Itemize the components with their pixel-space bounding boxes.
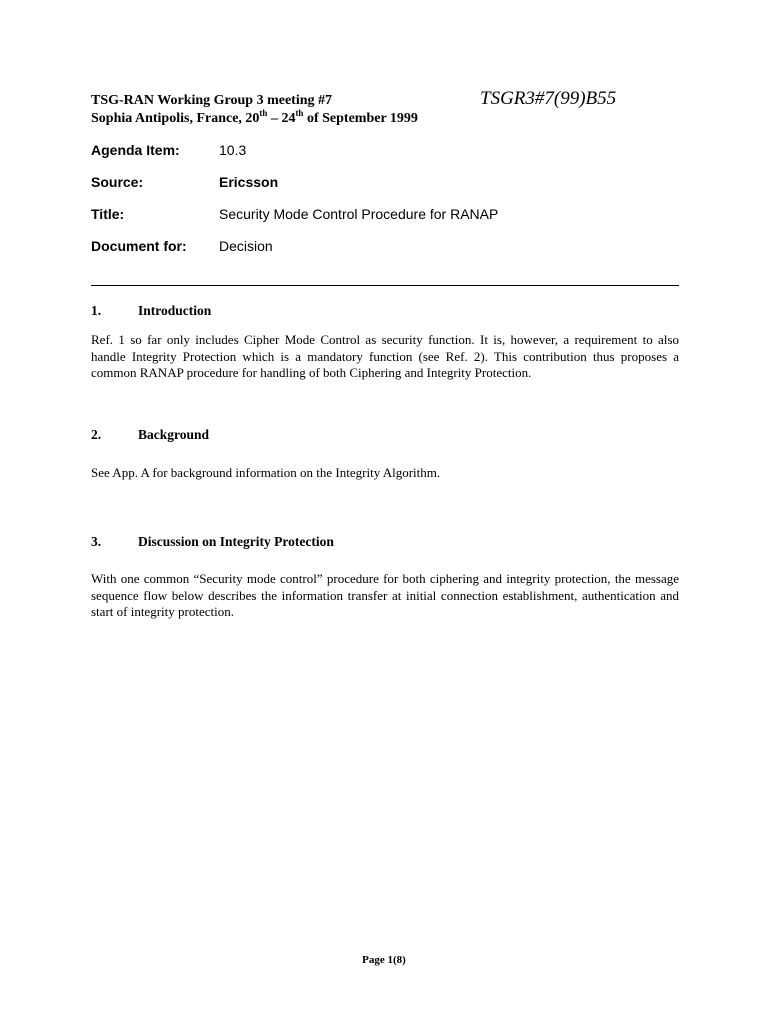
section-paragraph: See App. A for background information on the Integrity Algorithm. [91,465,441,480]
document-for-label: Document for: [91,238,187,254]
section-number: 1. [91,303,102,318]
source-value: Ericsson [219,174,279,190]
section-paragraph: Ref. 1 so far only includes Cipher Mode Control as security function. It is, however, a requirement to also handle Integrity Protection which is a mandatory function (see Ref. 2). This contribution thus proposes a common RANAP procedure for handling of both Ciphering and Integrity Protection. [91,332,679,380]
agenda-item-label: Agenda Item: [91,142,180,158]
section-title: Background [138,427,210,442]
section-paragraph: With one common “Security mode control” procedure for both ciphering and integrity protection, the message sequence flow below describes the information transfer at initial connection establishment, authentication and start of integrity protection. [91,571,679,619]
page-number: Page 1(8) [362,954,406,966]
section-number: 2. [91,427,102,442]
title-label: Title: [91,206,125,222]
document-id: TSGR3#7(99)B55 [480,88,617,109]
document-for-value: Decision [219,238,273,254]
section-number: 3. [91,534,102,549]
header-divider [91,285,679,286]
meeting-title: TSG-RAN Working Group 3 meeting #7 [91,93,333,108]
agenda-item-value: 10.3 [219,142,247,158]
section-title: Discussion on Integrity Protection [138,534,334,549]
source-label: Source: [91,174,144,190]
meeting-location-date: Sophia Antipolis, France, 20th – 24th of September 1999 [91,108,418,126]
title-value: Security Mode Control Procedure for RANAP [219,206,499,222]
section-title: Introduction [138,303,212,318]
